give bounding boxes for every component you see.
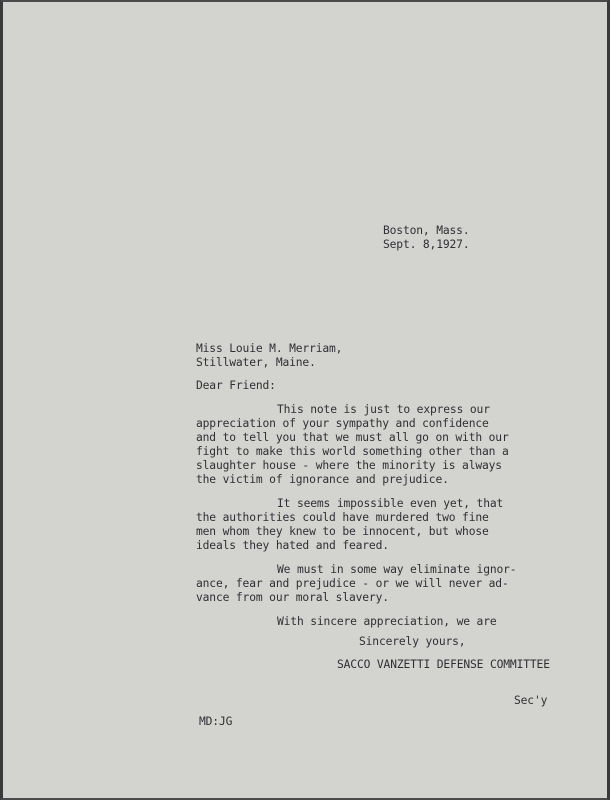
body-line-2: appreciation of your sympathy and confidence xyxy=(196,417,489,430)
closing: Sincerely yours, xyxy=(359,635,466,648)
body-line-1: This note is just to express our xyxy=(277,403,490,416)
body-line-9: men whom they knew to be innocent, but whose xyxy=(196,525,489,538)
recipient-name: Miss Louie M. Merriam, xyxy=(196,342,343,355)
body-line-10: ideals they hated and feared. xyxy=(196,539,389,552)
body-line-14: With sincere appreciation, we are xyxy=(277,615,497,628)
body-line-3: and to tell you that we must all go on with our xyxy=(196,431,509,444)
letter-place: Boston, Mass. xyxy=(383,224,470,237)
body-line-12: ance, fear and prejudice - or we will never ad- xyxy=(196,577,509,590)
body-line-6: the victim of ignorance and prejudice. xyxy=(196,473,449,486)
body-line-13: vance from our moral slavery. xyxy=(196,591,389,604)
signatory-title: Sec'y xyxy=(514,694,548,707)
signatory: SACCO VANZETTI DEFENSE COMMITTEE xyxy=(337,658,550,671)
body-line-11: We must in some way eliminate ignor- xyxy=(277,563,517,576)
body-line-4: fight to make this world something other than a xyxy=(196,445,509,458)
typist-initials: MD:JG xyxy=(199,715,233,728)
letter-date: Sept. 8,1927. xyxy=(383,238,470,251)
body-line-8: the authorities could have murdered two fine xyxy=(196,511,489,524)
body-line-5: slaughter house - where the minority is always xyxy=(196,459,502,472)
salutation: Dear Friend: xyxy=(196,379,276,392)
recipient-address: Stillwater, Maine. xyxy=(196,356,316,369)
body-line-7: It seems impossible even yet, that xyxy=(277,497,504,510)
